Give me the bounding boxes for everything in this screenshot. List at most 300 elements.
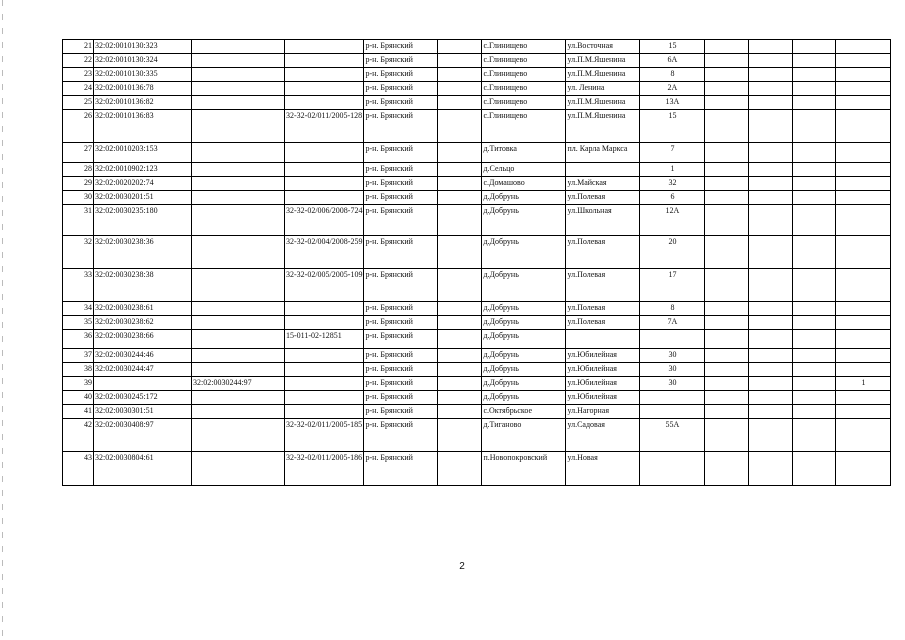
column-10 <box>705 143 749 163</box>
district: р-н. Брянский <box>364 68 438 82</box>
locality: с.Глинищево <box>482 110 566 143</box>
street: пл. Карла Маркса <box>566 143 640 163</box>
extra-column <box>438 349 482 363</box>
house-number: 2А <box>640 82 705 96</box>
locality: с.Глинищево <box>482 68 566 82</box>
row-number: 42 <box>63 419 94 452</box>
cadastral-number-alt <box>192 302 285 316</box>
extra-column <box>438 68 482 82</box>
street: ул.Школьная <box>566 205 640 236</box>
house-number: 15 <box>640 40 705 54</box>
district: р-н. Брянский <box>364 316 438 330</box>
row-number: 35 <box>63 316 94 330</box>
locality: с.Октябрьское <box>482 405 566 419</box>
row-number: 32 <box>63 236 94 269</box>
cadastral-number-alt <box>192 405 285 419</box>
cadastral-number: 32:02:0030238:36 <box>94 236 192 269</box>
cadastral-number: 32:02:0030238:61 <box>94 302 192 316</box>
registration-number <box>285 143 364 163</box>
registration-number <box>285 316 364 330</box>
cadastral-number: 32:02:0030804:61 <box>94 452 192 486</box>
row-number: 33 <box>63 269 94 302</box>
cadastral-number: 32:02:0030245:172 <box>94 391 192 405</box>
extra-column <box>438 143 482 163</box>
district: р-н. Брянский <box>364 363 438 377</box>
table-row <box>63 191 891 205</box>
column-12 <box>793 96 836 110</box>
district: р-н. Брянский <box>364 54 438 68</box>
table-row <box>63 82 891 96</box>
registration-number <box>285 349 364 363</box>
street <box>566 163 640 177</box>
column-13 <box>836 316 891 330</box>
column-11 <box>749 302 793 316</box>
column-13 <box>836 54 891 68</box>
house-number: 7А <box>640 316 705 330</box>
street: ул.Юбилейная <box>566 349 640 363</box>
column-13: 1 <box>836 377 891 391</box>
row-number: 23 <box>63 68 94 82</box>
row-number: 40 <box>63 391 94 405</box>
column-13 <box>836 40 891 54</box>
row-number: 38 <box>63 363 94 377</box>
column-13 <box>836 177 891 191</box>
district: р-н. Брянский <box>364 302 438 316</box>
column-10 <box>705 269 749 302</box>
table-row <box>63 302 891 316</box>
cadastral-number <box>94 377 192 391</box>
cadastral-number-alt <box>192 96 285 110</box>
locality: д.Добрунь <box>482 349 566 363</box>
cadastral-number-alt <box>192 177 285 191</box>
registration-number <box>285 68 364 82</box>
column-12 <box>793 330 836 349</box>
column-13 <box>836 82 891 96</box>
registration-number <box>285 405 364 419</box>
district: р-н. Брянский <box>364 405 438 419</box>
registration-number <box>285 177 364 191</box>
cadastral-number-alt <box>192 391 285 405</box>
registration-number: 32-32-02/011/2005-185 <box>285 419 364 452</box>
cadastral-number-alt <box>192 419 285 452</box>
table-row <box>63 143 891 163</box>
table-row <box>63 110 891 143</box>
locality: д.Добрунь <box>482 330 566 349</box>
locality: с.Глинищево <box>482 40 566 54</box>
locality: с.Глинищево <box>482 96 566 110</box>
house-number: 13А <box>640 96 705 110</box>
cadastral-number: 32:02:0030238:66 <box>94 330 192 349</box>
registry-table-body <box>63 40 891 486</box>
column-12 <box>793 143 836 163</box>
registry-table <box>62 39 891 486</box>
registration-number <box>285 96 364 110</box>
row-number: 24 <box>63 82 94 96</box>
cadastral-number-alt <box>192 205 285 236</box>
extra-column <box>438 363 482 377</box>
extra-column <box>438 82 482 96</box>
row-number: 26 <box>63 110 94 143</box>
house-number <box>640 330 705 349</box>
column-10 <box>705 452 749 486</box>
column-12 <box>793 452 836 486</box>
registration-number: 15-011-02-12851 <box>285 330 364 349</box>
cadastral-number-alt <box>192 349 285 363</box>
cadastral-number: 32:02:0010203:153 <box>94 143 192 163</box>
column-10 <box>705 419 749 452</box>
extra-column <box>438 177 482 191</box>
table-row <box>63 377 891 391</box>
cadastral-number: 32:02:0030244:47 <box>94 363 192 377</box>
column-11 <box>749 54 793 68</box>
locality: д.Добрунь <box>482 302 566 316</box>
registration-number <box>285 163 364 177</box>
locality: д.Добрунь <box>482 205 566 236</box>
extra-column <box>438 54 482 68</box>
street: ул.П.М.Яшенина <box>566 96 640 110</box>
cadastral-number: 32:02:0030201:51 <box>94 191 192 205</box>
cadastral-number-alt <box>192 452 285 486</box>
locality: д.Добрунь <box>482 377 566 391</box>
column-13 <box>836 391 891 405</box>
street: ул.Майская <box>566 177 640 191</box>
column-10 <box>705 82 749 96</box>
house-number: 30 <box>640 363 705 377</box>
cadastral-number-alt <box>192 269 285 302</box>
column-11 <box>749 405 793 419</box>
column-10 <box>705 349 749 363</box>
district: р-н. Брянский <box>364 349 438 363</box>
column-12 <box>793 302 836 316</box>
locality: с.Глинищево <box>482 82 566 96</box>
column-13 <box>836 143 891 163</box>
street: ул.П.М.Яшенина <box>566 54 640 68</box>
registration-number <box>285 391 364 405</box>
locality: с.Глинищево <box>482 54 566 68</box>
column-10 <box>705 68 749 82</box>
street: ул.Полевая <box>566 236 640 269</box>
column-12 <box>793 405 836 419</box>
column-11 <box>749 316 793 330</box>
street: ул. Ленина <box>566 82 640 96</box>
cadastral-number-alt <box>192 191 285 205</box>
column-11 <box>749 143 793 163</box>
column-11 <box>749 377 793 391</box>
row-number: 25 <box>63 96 94 110</box>
registration-number: 32-32-02/004/2008-259 <box>285 236 364 269</box>
locality: д.Добрунь <box>482 191 566 205</box>
cadastral-number: 32:02:0030235:180 <box>94 205 192 236</box>
house-number <box>640 405 705 419</box>
house-number: 30 <box>640 349 705 363</box>
registration-number: 32-32-02/005/2005-109 <box>285 269 364 302</box>
house-number: 6 <box>640 191 705 205</box>
row-number: 41 <box>63 405 94 419</box>
column-12 <box>793 269 836 302</box>
street: ул.Юбилейная <box>566 363 640 377</box>
column-12 <box>793 191 836 205</box>
column-10 <box>705 302 749 316</box>
table-row <box>63 236 891 269</box>
column-10 <box>705 110 749 143</box>
column-11 <box>749 177 793 191</box>
extra-column <box>438 236 482 269</box>
column-11 <box>749 82 793 96</box>
column-11 <box>749 40 793 54</box>
cadastral-number: 32:02:0010136:78 <box>94 82 192 96</box>
district: р-н. Брянский <box>364 391 438 405</box>
locality: д.Тиганово <box>482 419 566 452</box>
column-12 <box>793 110 836 143</box>
table-row <box>63 177 891 191</box>
column-10 <box>705 54 749 68</box>
column-11 <box>749 163 793 177</box>
column-11 <box>749 391 793 405</box>
extra-column <box>438 110 482 143</box>
cadastral-number: 32:02:0020202:74 <box>94 177 192 191</box>
extra-column <box>438 96 482 110</box>
column-12 <box>793 419 836 452</box>
cadastral-number-alt <box>192 143 285 163</box>
cadastral-number-alt <box>192 82 285 96</box>
column-10 <box>705 391 749 405</box>
district: р-н. Брянский <box>364 40 438 54</box>
column-10 <box>705 377 749 391</box>
column-10 <box>705 191 749 205</box>
district: р-н. Брянский <box>364 377 438 391</box>
locality: д.Добрунь <box>482 391 566 405</box>
extra-column <box>438 302 482 316</box>
district: р-н. Брянский <box>364 110 438 143</box>
cadastral-number-alt <box>192 40 285 54</box>
cadastral-number: 32:02:0030244:46 <box>94 349 192 363</box>
extra-column <box>438 205 482 236</box>
cadastral-number: 32:02:0030301:51 <box>94 405 192 419</box>
street: ул.Новая <box>566 452 640 486</box>
table-row <box>63 68 891 82</box>
row-number: 36 <box>63 330 94 349</box>
street: ул.Полевая <box>566 269 640 302</box>
row-number: 29 <box>63 177 94 191</box>
column-13 <box>836 405 891 419</box>
registration-number <box>285 377 364 391</box>
house-number: 12А <box>640 205 705 236</box>
locality: д.Добрунь <box>482 316 566 330</box>
cadastral-number-alt <box>192 163 285 177</box>
column-13 <box>836 302 891 316</box>
column-12 <box>793 391 836 405</box>
cadastral-number-alt <box>192 316 285 330</box>
extra-column <box>438 452 482 486</box>
column-13 <box>836 191 891 205</box>
column-10 <box>705 405 749 419</box>
locality: д.Титовка <box>482 143 566 163</box>
table-row <box>63 452 891 486</box>
locality: д.Добрунь <box>482 269 566 302</box>
district: р-н. Брянский <box>364 191 438 205</box>
house-number: 6А <box>640 54 705 68</box>
table-row <box>63 316 891 330</box>
column-13 <box>836 236 891 269</box>
row-number: 22 <box>63 54 94 68</box>
column-11 <box>749 419 793 452</box>
table-row <box>63 391 891 405</box>
table-row <box>63 405 891 419</box>
scan-edge <box>2 0 3 640</box>
extra-column <box>438 191 482 205</box>
column-13 <box>836 452 891 486</box>
locality: д.Сельцо <box>482 163 566 177</box>
cadastral-number-alt <box>192 330 285 349</box>
house-number: 7 <box>640 143 705 163</box>
district: р-н. Брянский <box>364 330 438 349</box>
table-row <box>63 54 891 68</box>
column-10 <box>705 236 749 269</box>
locality: д.Добрунь <box>482 363 566 377</box>
column-10 <box>705 177 749 191</box>
column-11 <box>749 96 793 110</box>
column-11 <box>749 110 793 143</box>
district: р-н. Брянский <box>364 452 438 486</box>
column-10 <box>705 163 749 177</box>
column-13 <box>836 363 891 377</box>
column-12 <box>793 205 836 236</box>
column-10 <box>705 205 749 236</box>
column-12 <box>793 40 836 54</box>
column-12 <box>793 316 836 330</box>
table-row <box>63 205 891 236</box>
house-number: 17 <box>640 269 705 302</box>
cadastral-number: 32:02:0010136:82 <box>94 96 192 110</box>
extra-column <box>438 377 482 391</box>
column-12 <box>793 82 836 96</box>
cadastral-number: 32:02:0010130:323 <box>94 40 192 54</box>
cadastral-number: 32:02:0010130:324 <box>94 54 192 68</box>
street: ул.Юбилейная <box>566 391 640 405</box>
column-10 <box>705 330 749 349</box>
table-row <box>63 349 891 363</box>
cadastral-number: 32:02:0010130:335 <box>94 68 192 82</box>
street <box>566 330 640 349</box>
registration-number <box>285 302 364 316</box>
registration-number <box>285 363 364 377</box>
cadastral-number: 32:02:0030238:38 <box>94 269 192 302</box>
cadastral-number: 32:02:0010136:83 <box>94 110 192 143</box>
row-number: 37 <box>63 349 94 363</box>
column-11 <box>749 330 793 349</box>
street: ул.П.М.Яшенина <box>566 110 640 143</box>
extra-column <box>438 269 482 302</box>
registration-number <box>285 54 364 68</box>
district: р-н. Брянский <box>364 419 438 452</box>
column-11 <box>749 363 793 377</box>
column-11 <box>749 349 793 363</box>
street: ул.Восточная <box>566 40 640 54</box>
extra-column <box>438 163 482 177</box>
column-12 <box>793 349 836 363</box>
table-row <box>63 363 891 377</box>
house-number: 30 <box>640 377 705 391</box>
column-13 <box>836 68 891 82</box>
table-row <box>63 96 891 110</box>
table-row <box>63 163 891 177</box>
house-number <box>640 391 705 405</box>
locality: с.Домашово <box>482 177 566 191</box>
table-row <box>63 269 891 302</box>
locality: д.Добрунь <box>482 236 566 269</box>
row-number: 28 <box>63 163 94 177</box>
row-number: 30 <box>63 191 94 205</box>
column-13 <box>836 205 891 236</box>
column-11 <box>749 191 793 205</box>
registration-number: 32-32-02/011/2005-186 <box>285 452 364 486</box>
district: р-н. Брянский <box>364 82 438 96</box>
column-13 <box>836 96 891 110</box>
cadastral-number-alt <box>192 68 285 82</box>
locality: п.Новопокровский <box>482 452 566 486</box>
table-row <box>63 330 891 349</box>
street: ул.Полевая <box>566 316 640 330</box>
street: ул.Полевая <box>566 191 640 205</box>
column-12 <box>793 377 836 391</box>
house-number: 55А <box>640 419 705 452</box>
extra-column <box>438 391 482 405</box>
district: р-н. Брянский <box>364 236 438 269</box>
street: ул.П.М.Яшенина <box>566 68 640 82</box>
table-row <box>63 40 891 54</box>
extra-column <box>438 316 482 330</box>
extra-column <box>438 405 482 419</box>
street: ул.Садовая <box>566 419 640 452</box>
column-12 <box>793 163 836 177</box>
table-row <box>63 419 891 452</box>
column-13 <box>836 269 891 302</box>
cadastral-number-alt <box>192 363 285 377</box>
house-number: 20 <box>640 236 705 269</box>
registration-number <box>285 40 364 54</box>
district: р-н. Брянский <box>364 269 438 302</box>
column-11 <box>749 452 793 486</box>
column-11 <box>749 68 793 82</box>
row-number: 39 <box>63 377 94 391</box>
column-10 <box>705 96 749 110</box>
page-number: 2 <box>459 561 465 572</box>
district: р-н. Брянский <box>364 96 438 110</box>
registration-number: 32-32-02/011/2005-128 <box>285 110 364 143</box>
column-12 <box>793 177 836 191</box>
house-number: 1 <box>640 163 705 177</box>
cadastral-number: 32:02:0030238:62 <box>94 316 192 330</box>
extra-column <box>438 40 482 54</box>
house-number <box>640 452 705 486</box>
column-13 <box>836 163 891 177</box>
cadastral-number: 32:02:0010902:123 <box>94 163 192 177</box>
column-12 <box>793 54 836 68</box>
column-10 <box>705 40 749 54</box>
house-number: 15 <box>640 110 705 143</box>
house-number: 8 <box>640 302 705 316</box>
street: ул.Юбилейная <box>566 377 640 391</box>
cadastral-number: 32:02:0030408:97 <box>94 419 192 452</box>
column-13 <box>836 419 891 452</box>
district: р-н. Брянский <box>364 177 438 191</box>
cadastral-number-alt <box>192 110 285 143</box>
street: ул.Полевая <box>566 302 640 316</box>
cadastral-number-alt: 32:02:0030244:97 <box>192 377 285 391</box>
column-11 <box>749 269 793 302</box>
row-number: 21 <box>63 40 94 54</box>
column-12 <box>793 236 836 269</box>
